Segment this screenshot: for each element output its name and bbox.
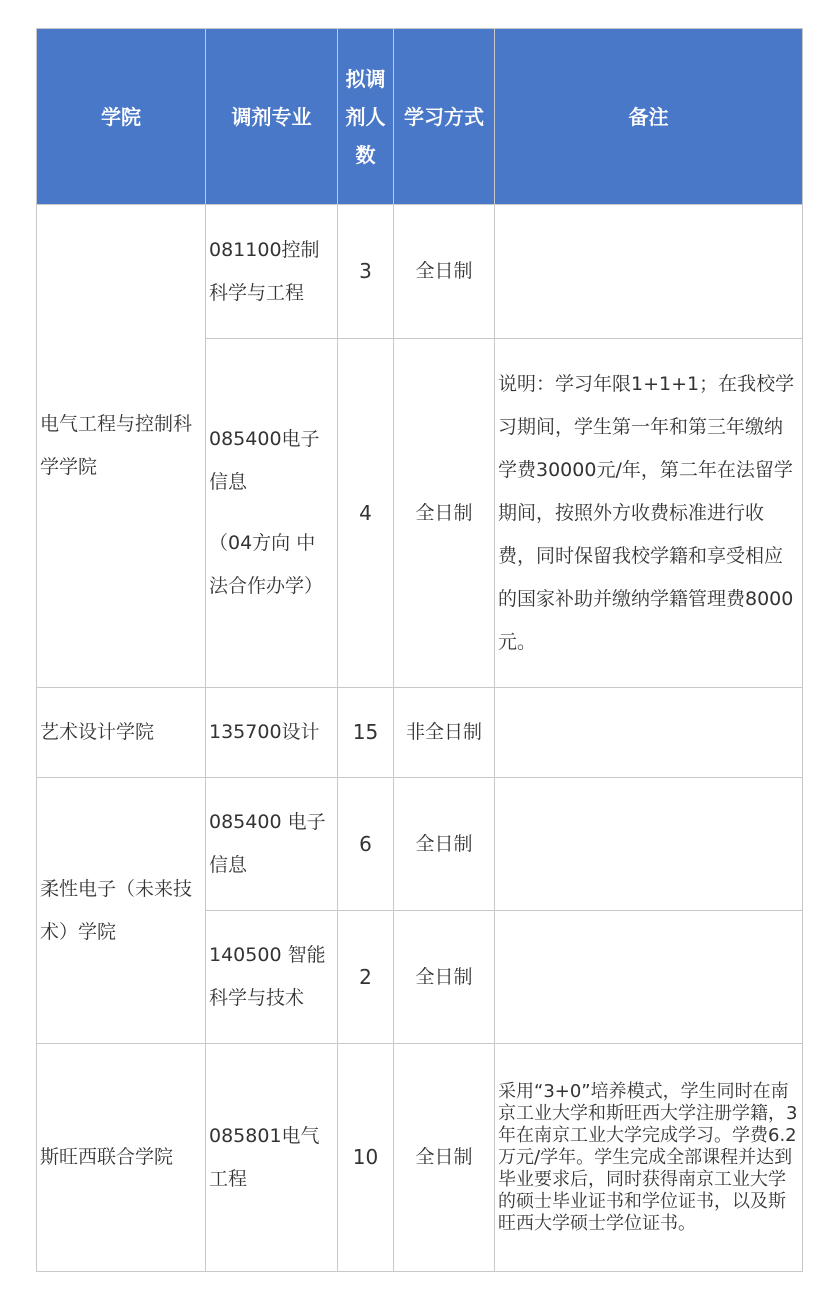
major-cell: 081100控制科学与工程 <box>206 205 338 339</box>
major-cell: 140500 智能科学与技术 <box>206 911 338 1044</box>
mode-cell: 全日制 <box>394 339 495 688</box>
major-name: 085400电子信息 <box>209 428 320 493</box>
header-major: 调剂专业 <box>206 29 338 205</box>
table-row <box>37 205 803 339</box>
count-cell: 3 <box>338 205 394 339</box>
mode-cell: 全日制 <box>394 205 495 339</box>
note-cell: 采用“3+0”培养模式，学生同时在南京工业大学和斯旺西大学注册学籍，3年在南京工业大学完成学习。学费6.2万元/学年。学生完成全部课程并达到毕业要求后，同时获得南京工业大学的硕士毕业证书和学位证书，以及斯旺西大学硕士学位证书。 <box>495 1044 803 1272</box>
note-cell <box>495 911 803 1044</box>
note-cell <box>495 778 803 911</box>
major-direction: （04方向 中法合作办学） <box>209 532 324 597</box>
mode-cell: 全日制 <box>394 778 495 911</box>
header-notes: 备注 <box>495 29 803 205</box>
college-cell: 斯旺西联合学院 <box>37 1044 206 1272</box>
college-cell: 艺术设计学院 <box>37 688 206 778</box>
header-row <box>37 29 803 205</box>
count-cell: 15 <box>338 688 394 778</box>
count-cell: 6 <box>338 778 394 911</box>
mode-cell: 全日制 <box>394 911 495 1044</box>
college-cell: 电气工程与控制科学学院 <box>37 205 206 688</box>
transfer-table <box>36 28 803 1272</box>
header-count: 拟调剂人数 <box>338 29 394 205</box>
count-cell: 10 <box>338 1044 394 1272</box>
count-cell: 4 <box>338 339 394 688</box>
mode-cell: 全日制 <box>394 1044 495 1272</box>
table-row <box>37 1044 803 1272</box>
college-cell: 柔性电子（未来技术）学院 <box>37 778 206 1044</box>
major-cell <box>206 339 338 688</box>
table-row <box>37 688 803 778</box>
table-row <box>37 778 803 911</box>
count-cell: 2 <box>338 911 394 1044</box>
note-cell <box>495 205 803 339</box>
major-cell: 085801电气工程 <box>206 1044 338 1272</box>
note-cell: 说明：学习年限1+1+1；在我校学习期间，学生第一年和第三年缴纳学费30000元/年，第二年在法留学期间，按照外方收费标准进行收费，同时保留我校学籍和享受相应的国家补助并缴纳学籍管理费8000元。 <box>495 339 803 688</box>
major-cell: 085400 电子信息 <box>206 778 338 911</box>
header-study-mode: 学习方式 <box>394 29 495 205</box>
major-cell: 135700设计 <box>206 688 338 778</box>
header-college: 学院 <box>37 29 206 205</box>
note-cell <box>495 688 803 778</box>
mode-cell: 非全日制 <box>394 688 495 778</box>
